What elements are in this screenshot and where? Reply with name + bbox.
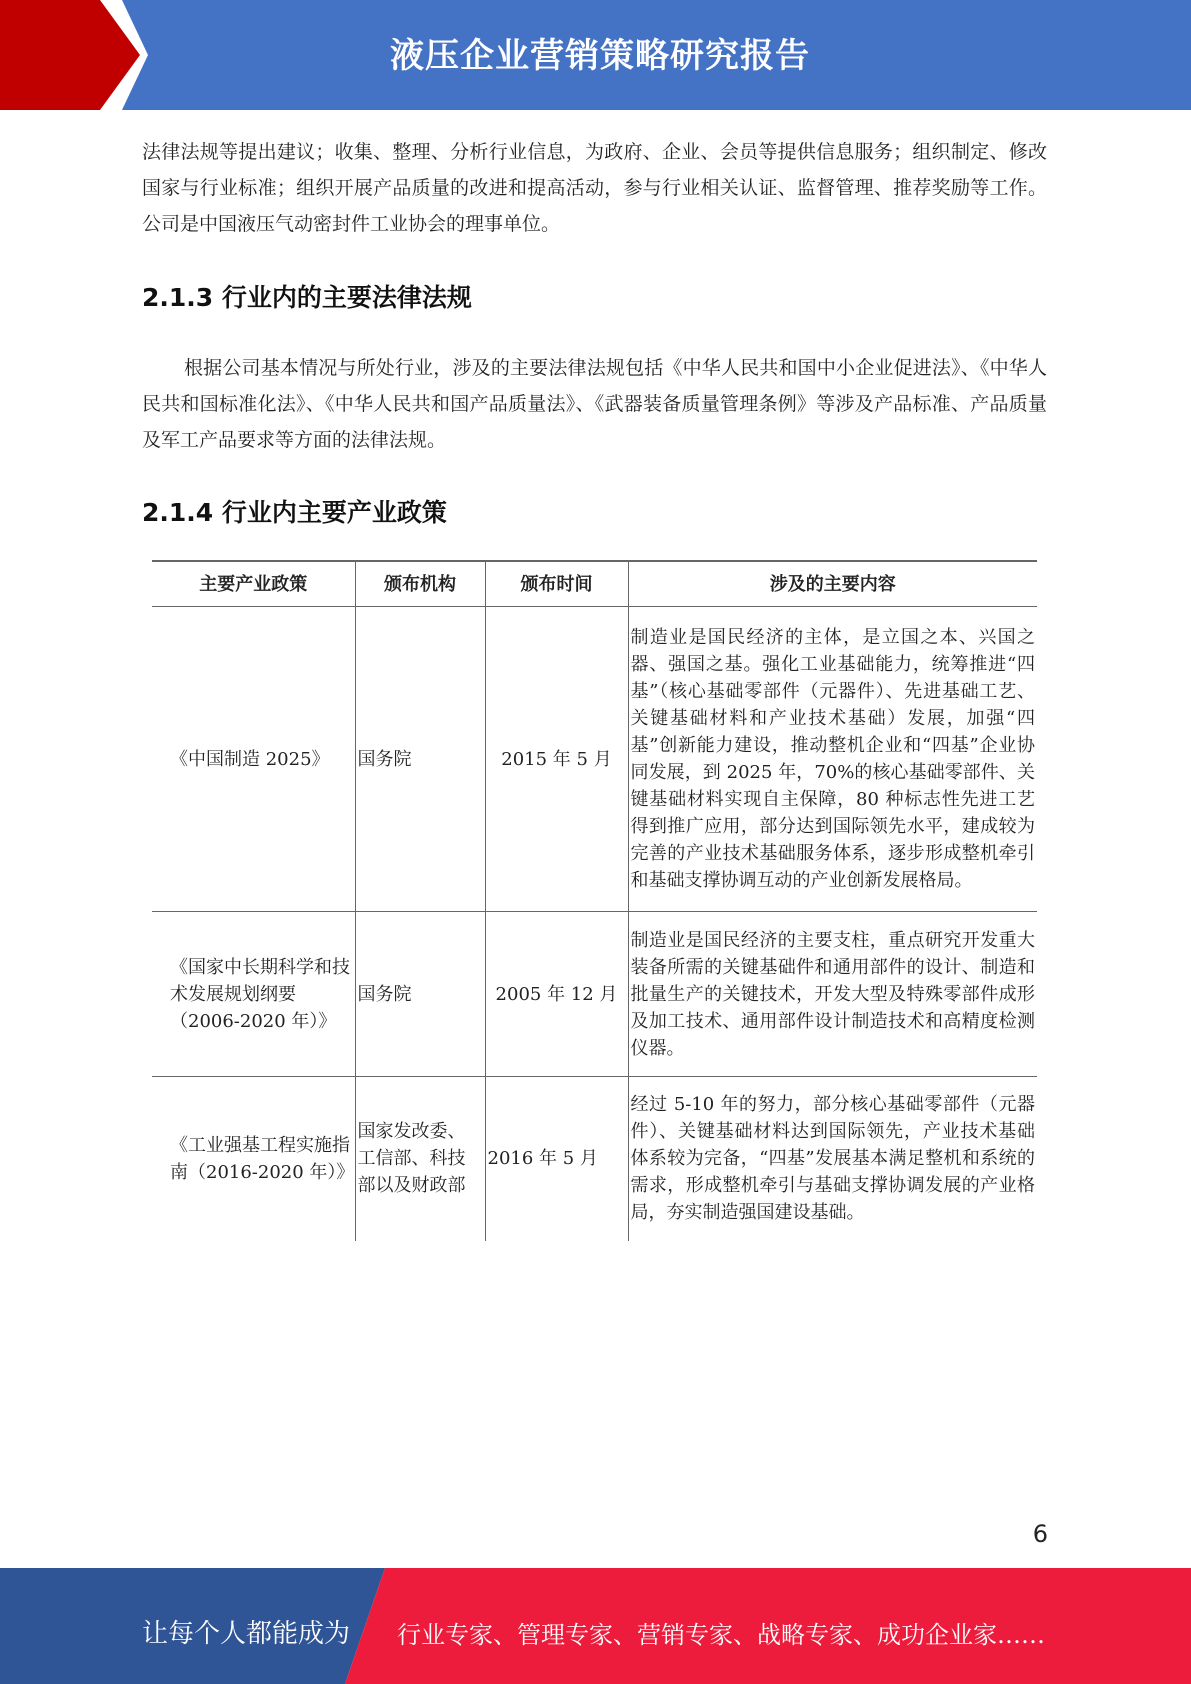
issuer-cell: 国务院	[355, 607, 485, 912]
date-cell: 2016 年 5 月	[485, 1077, 628, 1241]
page-number: 6	[1032, 1520, 1048, 1548]
industry-policy-table	[152, 560, 1037, 1241]
table-header-row	[152, 561, 1037, 607]
footer-slogan-left: 让每个人都能成为	[142, 1619, 351, 1649]
content-cell: 制造业是国民经济的主体，是立国之本、兴国之器、强国之基。强化工业基础能力，统筹推进“四基”（核心基础零部件（元器件）、先进基础工艺、关键基础材料和产业技术基础）发展，加强“四基”创新能力建设，推动整机企业和“四基”企业协同发展，到 2025 年，70%的核心基础零部件、关键基础材料实现自主保障，80 种标志性先进工艺得到推广应用，部分达到国际领先水平，建成较为完善的产业技术基础服务体系，逐步形成整机牵引和基础支撑协调互动的产业创新发展格局。	[628, 607, 1037, 912]
policy-name-cell: 《国家中长期科学和技术发展规划纲要（2006-2020 年）》	[152, 912, 355, 1077]
content-cell: 制造业是国民经济的主要支柱，重点研究开发重大装备所需的关键基础件和通用部件的设计、制造和批量生产的关键技术，开发大型及特殊零部件成形及加工技术、通用部件设计制造技术和高精度检测仪器。	[628, 912, 1037, 1077]
paragraph-association-duties: 法律法规等提出建议；收集、整理、分析行业信息，为政府、企业、会员等提供信息服务；组织制定、修改国家与行业标准；组织开展产品质量的改进和提高活动，参与行业相关认证、监督管理、推荐奖励等工作。公司是中国液压气动密封件工业协会的理事单位。	[142, 141, 1047, 235]
content-cell: 经过 5-10 年的努力，部分核心基础零部件（元器件）、关键基础材料达到国际领先，产业技术基础体系较为完备，“四基”发展基本满足整机和系统的需求，形成整机牵引与基础支撑协调发展的产业格局，夯实制造强国建设基础。	[628, 1077, 1037, 1241]
page-footer	[0, 1568, 1191, 1684]
column-header-content: 涉及的主要内容	[628, 561, 1037, 607]
page-header	[0, 0, 1191, 110]
policy-name-cell: 《工业强基工程实施指南（2016-2020 年）》	[170, 1134, 355, 1183]
footer-slogan-right: 行业专家、管理专家、营销专家、战略专家、成功企业家……	[397, 1621, 1045, 1649]
column-header-policy: 主要产业政策	[152, 561, 355, 607]
paragraph-laws: 根据公司基本情况与所处行业，涉及的主要法律法规包括《中华人民共和国中小企业促进法》、《中华人民共和国标准化法》、《中华人民共和国产品质量法》、《武器装备质量管理条例》等涉及产品标准、产品质量及军工产品要求等方面的法律法规。	[142, 357, 1047, 451]
issuer-cell: 国家发改委、工信部、科技部以及财政部	[355, 1077, 485, 1241]
policy-name-cell: 《中国制造 2025》	[152, 607, 355, 912]
report-title: 液压企业营销策略研究报告	[390, 36, 810, 76]
table-row	[152, 607, 1037, 912]
section-heading-2-1-4: 2.1.4 行业内主要产业政策	[142, 498, 447, 527]
date-cell: 2005 年 12 月	[485, 912, 628, 1077]
column-header-issuer: 颁布机构	[355, 561, 485, 607]
section-heading-2-1-3: 2.1.3 行业内的主要法律法规	[142, 283, 472, 312]
issuer-cell: 国务院	[355, 912, 485, 1077]
column-header-date: 颁布时间	[485, 561, 628, 607]
table-row	[152, 912, 1037, 1077]
table-row	[152, 1077, 1037, 1241]
date-cell: 2015 年 5 月	[485, 607, 628, 912]
